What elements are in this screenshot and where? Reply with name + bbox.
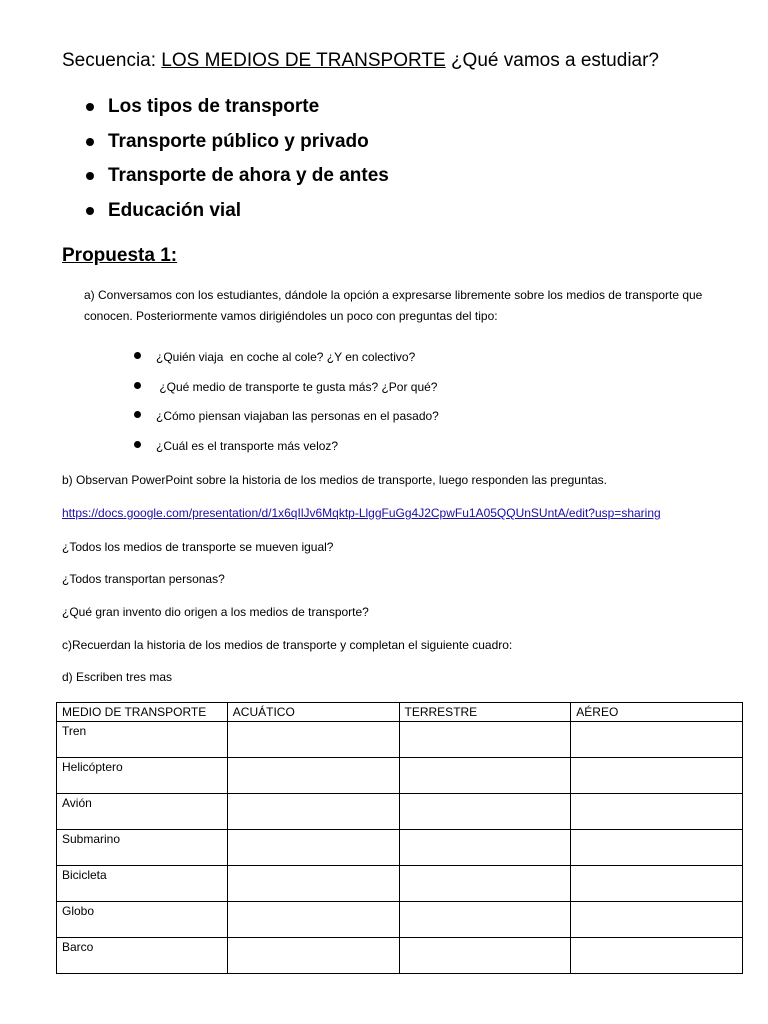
topic-item: Los tipos de transporte xyxy=(84,92,389,127)
section-d-text: d) Escriben tres mas xyxy=(62,670,173,684)
transport-name-cell: Bicicleta xyxy=(57,866,228,902)
answer-cell[interactable] xyxy=(227,794,399,830)
question-line: ¿Todos transportan personas? xyxy=(62,572,225,586)
answer-cell[interactable] xyxy=(227,830,399,866)
answer-cell[interactable] xyxy=(227,866,399,902)
table-row xyxy=(57,866,743,902)
question-item: ¿Cómo piensan viajaban las personas en el pasado? xyxy=(134,403,439,433)
column-header: MEDIO DE TRANSPORTE xyxy=(57,703,228,722)
transport-name-cell: Submarino xyxy=(57,830,228,866)
answer-cell[interactable] xyxy=(227,722,399,758)
topic-item: Transporte público y privado xyxy=(84,127,389,162)
table-row xyxy=(57,722,743,758)
answer-cell[interactable] xyxy=(399,794,571,830)
question-item: ¿Cuál es el transporte más veloz? xyxy=(134,433,439,463)
transport-table xyxy=(56,702,743,974)
answer-cell[interactable] xyxy=(571,866,743,902)
answer-cell[interactable] xyxy=(227,938,399,974)
section-b-text: b) Observan PowerPoint sobre la historia de los medios de transporte, luego responden las preguntas. xyxy=(62,473,607,487)
answer-cell[interactable] xyxy=(571,830,743,866)
answer-cell[interactable] xyxy=(399,830,571,866)
answer-cell[interactable] xyxy=(227,902,399,938)
answer-cell[interactable] xyxy=(399,722,571,758)
topic-item: Educación vial xyxy=(84,196,389,231)
question-line: ¿Qué gran invento dio origen a los medios de transporte? xyxy=(62,605,369,619)
column-header: ACUÁTICO xyxy=(227,703,399,722)
answer-cell[interactable] xyxy=(571,902,743,938)
title-topic: LOS MEDIOS DE TRANSPORTE xyxy=(161,50,446,71)
question-line: ¿Todos los medios de transporte se mueven igual? xyxy=(62,540,334,554)
answer-cell[interactable] xyxy=(227,758,399,794)
answer-cell[interactable] xyxy=(571,722,743,758)
column-header: TERRESTRE xyxy=(399,703,571,722)
page-title xyxy=(62,48,659,74)
answer-cell[interactable] xyxy=(399,866,571,902)
transport-name-cell: Tren xyxy=(57,722,228,758)
title-suffix: ¿Qué vamos a estudiar? xyxy=(445,50,659,71)
table-row xyxy=(57,758,743,794)
topics-list xyxy=(84,92,389,230)
section-a-text: a) Conversamos con los estudiantes, dándole la opción a expresarse libremente sobre los medios de transporte que conocen. Posteriormente vamos dirigiéndoles un poco con preguntas del tipo: xyxy=(84,288,703,323)
table-header-row xyxy=(57,703,743,722)
table-row xyxy=(57,794,743,830)
transport-name-cell: Helicóptero xyxy=(57,758,228,794)
answer-cell[interactable] xyxy=(399,758,571,794)
transport-name-cell: Globo xyxy=(57,902,228,938)
answer-cell[interactable] xyxy=(399,902,571,938)
transport-name-cell: Barco xyxy=(57,938,228,974)
transport-name-cell: Avión xyxy=(57,794,228,830)
questions-list xyxy=(134,344,439,462)
answer-cell[interactable] xyxy=(571,938,743,974)
topic-item: Transporte de ahora y de antes xyxy=(84,161,389,196)
title-prefix: Secuencia: xyxy=(62,50,162,71)
section-c-text: c)Recuerdan la historia de los medios de transporte y completan el siguiente cuadro: xyxy=(62,638,513,652)
question-item: ¿Qué medio de transporte te gusta más? ¿Por qué? xyxy=(134,374,439,404)
table-row xyxy=(57,830,743,866)
answer-cell[interactable] xyxy=(399,938,571,974)
answer-cell[interactable] xyxy=(571,794,743,830)
column-header: AÉREO xyxy=(571,703,743,722)
presentation-link[interactable]: https://docs.google.com/presentation/d/1x6qIlJv6Mqktp-LlggFuGg4J2CpwFu1A05QQUnSUntA/edit?usp=sharing xyxy=(62,506,661,520)
table-row xyxy=(57,938,743,974)
answer-cell[interactable] xyxy=(571,758,743,794)
question-item: ¿Quién viaja en coche al cole? ¿Y en colectivo? xyxy=(134,344,439,374)
table-row xyxy=(57,902,743,938)
proposal-heading: Propuesta 1: xyxy=(62,245,178,266)
